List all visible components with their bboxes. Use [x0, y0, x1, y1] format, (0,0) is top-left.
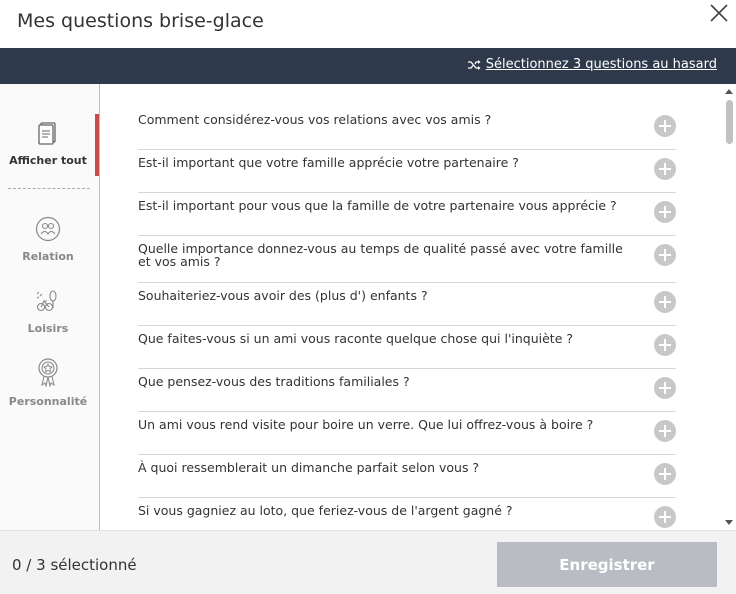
dialog-header: [0, 0, 736, 48]
question-row: [138, 193, 676, 236]
add-question-button[interactable]: [654, 201, 676, 223]
sidebar-item-relation[interactable]: [0, 216, 96, 263]
question-text: Est-il important que votre famille apprécie votre partenaire ?: [138, 155, 519, 170]
random-select-label: Sélectionnez 3 questions au hasard: [485, 57, 717, 72]
action-bar: [0, 48, 736, 84]
question-text: Comment considérez-vous vos relations avec vos amis ?: [138, 112, 492, 127]
question-text: Que faites-vous si un ami vous raconte quelque chose qui l'inquiète ?: [138, 331, 573, 346]
question-row: [138, 150, 676, 193]
hobbies-icon: [0, 288, 96, 319]
add-question-button[interactable]: [654, 377, 676, 399]
question-text: Souhaiteriez-vous avoir des (plus d') enfants ?: [138, 288, 428, 303]
add-question-button[interactable]: [654, 244, 676, 266]
question-text: Que pensez-vous des traditions familiales ?: [138, 374, 410, 389]
add-question-button[interactable]: [654, 158, 676, 180]
save-button[interactable]: Enregistrer: [497, 542, 717, 587]
add-question-button[interactable]: [654, 291, 676, 313]
question-text: Si vous gagniez au loto, que feriez-vous de l'argent gagné ?: [138, 503, 513, 518]
scrollbar[interactable]: [722, 84, 736, 530]
question-row: [138, 369, 676, 412]
sidebar-item-label: Personnalité: [8, 395, 88, 408]
medal-icon: [0, 357, 96, 392]
add-question-button[interactable]: [654, 334, 676, 356]
question-row: [138, 236, 676, 283]
question-row: [138, 455, 676, 498]
document-icon: [0, 120, 96, 151]
question-text: Un ami vous rend visite pour boire un verre. Que lui offrez-vous à boire ?: [138, 417, 594, 432]
close-icon[interactable]: [706, 0, 732, 26]
add-question-button[interactable]: [654, 506, 676, 528]
category-sidebar: [0, 84, 100, 530]
add-question-button[interactable]: [654, 115, 676, 137]
add-question-button[interactable]: [654, 463, 676, 485]
question-row: [138, 412, 676, 455]
dialog-footer: [0, 530, 736, 594]
sidebar-divider: [8, 188, 90, 189]
question-row: [138, 326, 676, 369]
question-row: [138, 283, 676, 326]
selection-count: 0 / 3 sélectionné: [12, 556, 137, 574]
dialog-title: Mes questions brise-glace: [17, 10, 264, 32]
questions-panel: [100, 84, 736, 530]
question-list: [138, 107, 676, 530]
question-row: [138, 107, 676, 150]
shuffle-icon: [468, 59, 481, 71]
scroll-thumb[interactable]: [726, 100, 733, 144]
random-select-link[interactable]: [468, 57, 717, 72]
sidebar-item-label: Afficher tout: [9, 154, 87, 167]
question-row: [138, 498, 676, 530]
sidebar-item-loisirs[interactable]: [0, 288, 96, 335]
scroll-up-icon[interactable]: [725, 89, 733, 94]
sidebar-item-label: Loisirs: [27, 322, 69, 335]
sidebar-item-label: Relation: [22, 250, 74, 263]
add-question-button[interactable]: [654, 420, 676, 442]
question-text: Est-il important pour vous que la famille de votre partenaire vous apprécie ?: [138, 198, 617, 213]
question-text: À quoi ressemblerait un dimanche parfait selon vous ?: [138, 460, 480, 475]
question-text: Quelle importance donnez-vous au temps de qualité passé avec votre famille et vos amis ?: [138, 241, 623, 269]
people-icon: [0, 216, 96, 247]
scroll-down-icon[interactable]: [725, 520, 733, 525]
sidebar-item-all[interactable]: [0, 120, 96, 167]
sidebar-item-personnalite[interactable]: [0, 357, 96, 408]
